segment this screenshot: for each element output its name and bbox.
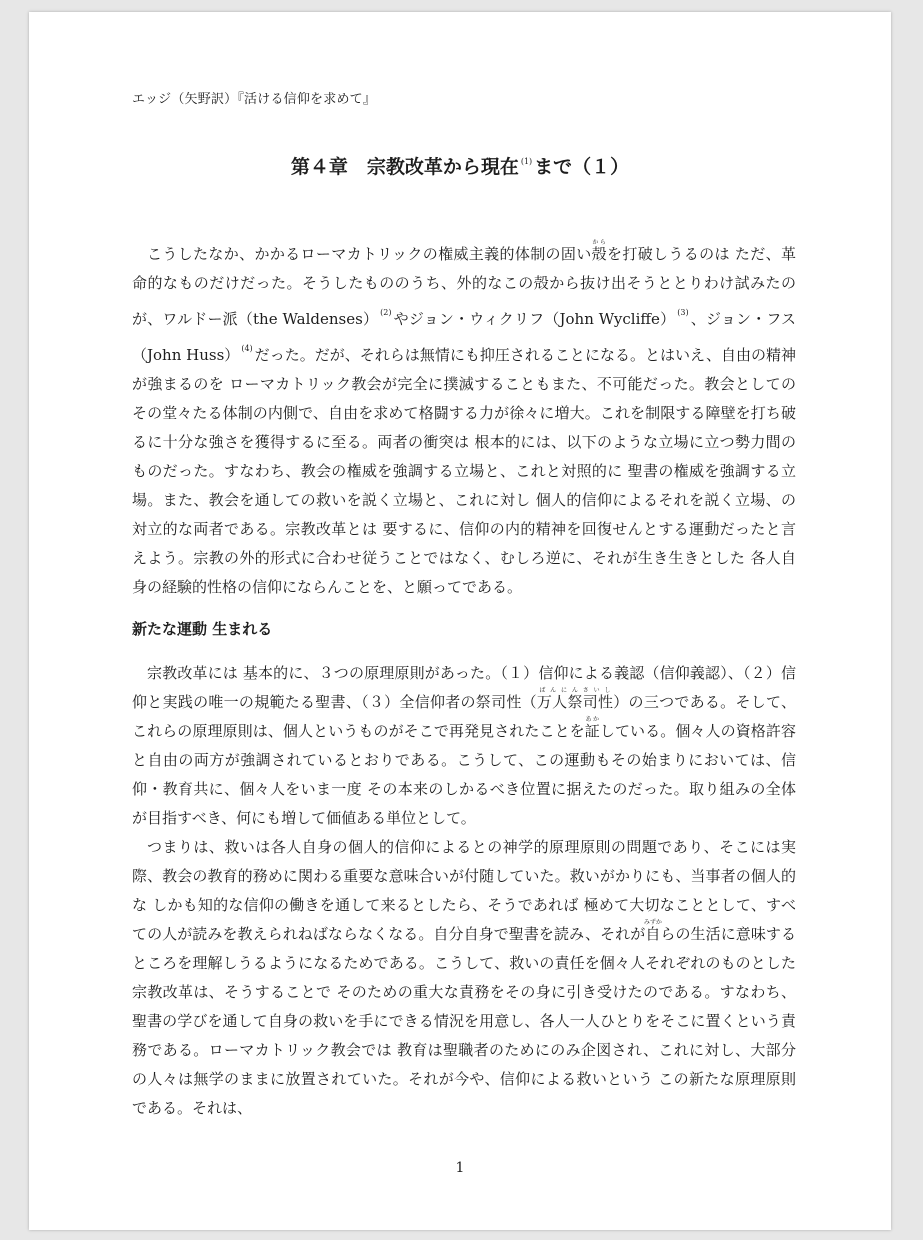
chapter-title	[29, 152, 891, 179]
body-paragraph-2	[132, 659, 796, 833]
footnote-ref-2: (2)	[380, 308, 392, 317]
paragraph-text: こうしたなか、かかるローマカトリックの権威主義的体制の固い	[147, 245, 592, 263]
chapter-title-text: 第４章 宗教改革から現在	[290, 156, 519, 178]
section-heading: 新たな運動 生まれる	[132, 620, 273, 638]
paragraph-text: している。個々人の資格許容と自由の両方が強調されているとおりである。こうして、この運動もその始まりにおいては、信仰・教育共に、個々人をいま一度 その本来のしかるべき位置に据えたのだった。取り組みの全体が目指すべき、何にも増して価値ある単位として。	[132, 722, 796, 827]
paragraph-text: だった。だが、それらは無情にも抑圧されることになる。とはいえ、自由の精神が強まるのを ローマカトリック教会が完全に撲滅することもまた、不可能だった。教会としての その堂々たる体制の内側で、自由を求めて格闘する力が徐々に増大。これを制限する障壁を打ち破るに十分な強さを獲得するに至る。両者の衝突は 根本的には、以下のような立場に立つ勢力間のものだった。すなわち、教会の権威を強調する立場と、これと対照的に 聖書の権威を強調する立場。また、教会を通しての救いを説く立場と、これに対し 個人的信仰によるそれを説く立場、の対立的な両者である。宗教改革とは 要するに、信仰の内的精神を回復せんとする運動だったと言えよう。宗教の外的形式に合わせ従うことではなく、むしろ逆に、それが生き生きとした 各人自身の経験的性格の信仰にならんことを、と願ってである。	[132, 346, 796, 596]
ruby-base: 自	[643, 925, 662, 943]
ruby-reading: から	[591, 239, 607, 246]
body-paragraph-1	[132, 239, 796, 602]
ruby-annotation	[536, 687, 614, 711]
document-page	[29, 12, 891, 1230]
running-header: エッジ（矢野訳）『活ける信仰を求めて』	[132, 92, 377, 107]
ruby-base: 証	[584, 722, 600, 740]
ruby-reading: みずか	[643, 919, 662, 926]
body-paragraph-3	[132, 833, 796, 1123]
footnote-ref-3: (3)	[677, 308, 689, 317]
footnote-ref-4: (4)	[241, 344, 253, 353]
footnote-ref-1: (1)	[520, 157, 533, 166]
paragraph-text: やジョン・ウィクリフ（John Wycliffe）	[393, 310, 676, 328]
ruby-base: 万人祭司性	[536, 693, 614, 711]
ruby-annotation	[591, 239, 607, 263]
ruby-base: 殻	[591, 245, 607, 263]
ruby-reading: ばんにんさいし	[536, 687, 613, 694]
body-paragraphs-2-3	[132, 659, 796, 1123]
paragraph-text: らの生活に意味するところを理解しうるようになるためである。こうして、救いの責任を個々人それぞれのものとした宗教改革は、そうすることで そのための重大な責務をその身に引き受けたのである。すなわち、聖書の学びを通して自身の救いを手にできる情況を用意し、各人一人ひとりをそこに置くという責務である。ローマカトリック教会では 教育は聖職者のためにのみ企図され、これに対し、大部分の人々は無学のままに放置されていた。それが今や、信仰による救いという この新たな原理原則である。それは、	[132, 925, 796, 1117]
chapter-title-suffix: まで（１）	[534, 156, 630, 178]
paragraph-text: 宗教改革には 基本的に、３つの原理原則があった。（１）信仰による義認（信仰義認）、（２）信仰と実践の唯一の規範たる聖書、（３）全信仰者の祭司性（	[132, 664, 796, 711]
ruby-annotation	[643, 919, 662, 943]
page-number: 1	[455, 1160, 465, 1176]
paragraph-text: つまりは、救いは各人自身の個人的信仰によるとの神学的原理原則の問題であり、そこには実際、教会の教育的務めに関わる重要な意味合いが付随していた。救いがかりにも、当事者の個人的な しかも知的な信仰の働きを通して来るとしたら、そうであれば 極めて大切なこととして、すべての人が読みを教えられねばならなくなる。自分自身で聖書を読み、それが	[132, 838, 796, 943]
ruby-reading: あか	[584, 716, 600, 723]
paragraph-text: を打破しうるのは ただ、革命的なものだけだった。そうしたもののうち、外的なこの殻から抜け出そうととりわけ試みたのが、ワルドー派（the Waldenses）	[132, 245, 796, 328]
paragraph-text: ）の三つである。そして、これらの原理原則は、個人というものがそこで再発見されたことを	[132, 693, 796, 740]
ruby-annotation	[584, 716, 600, 740]
paragraph-text: 、ジョン・フス（John Huss）	[132, 310, 796, 364]
